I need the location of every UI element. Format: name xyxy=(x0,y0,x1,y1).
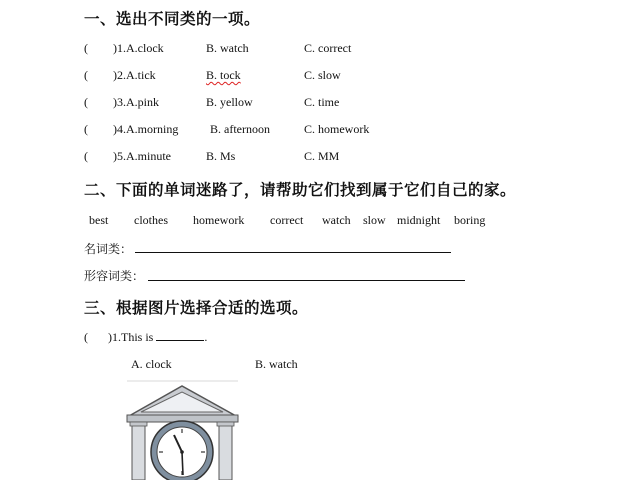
answer-blank[interactable] xyxy=(156,330,204,341)
option-a: )5.A.minute xyxy=(113,149,171,163)
question-end: . xyxy=(204,330,208,344)
option-c: C. MM xyxy=(304,149,340,163)
clock-tower-picture xyxy=(125,380,240,480)
picture-option-a: A. clock xyxy=(131,357,172,371)
question-row-5 xyxy=(84,149,624,165)
answer-paren[interactable]: ( xyxy=(84,41,88,55)
question-text: )1.This is xyxy=(108,330,154,344)
adjective-label: 形容词类： xyxy=(84,269,145,283)
option-a: )4.A.morning xyxy=(113,122,179,136)
word-item: homework xyxy=(193,213,245,227)
answer-paren[interactable]: ( xyxy=(84,149,88,163)
option-c: C. time xyxy=(304,95,340,109)
option-a: )3.A.pink xyxy=(113,95,159,109)
option-c: C. correct xyxy=(304,41,352,55)
noun-answer-line[interactable] xyxy=(135,252,451,253)
section3-heading: 三、根据图片选择合适的选项。 xyxy=(84,299,309,317)
option-c: C. slow xyxy=(304,68,341,82)
section2-heading: 二、下面的单词迷路了，请帮助它们找到属于它们自己的家。 xyxy=(84,181,517,199)
answer-paren[interactable]: ( xyxy=(84,95,88,109)
word-item: slow xyxy=(363,213,386,227)
option-b: B. tock xyxy=(206,68,241,82)
option-c: C. homework xyxy=(304,122,370,136)
question-row-2 xyxy=(84,68,624,84)
answer-paren[interactable]: ( xyxy=(84,122,88,136)
answer-paren[interactable]: ( xyxy=(84,330,88,344)
option-b: B. afternoon xyxy=(210,122,270,136)
word-item: correct xyxy=(270,213,304,227)
word-item: best xyxy=(89,213,109,227)
question-row-1 xyxy=(84,41,624,57)
picture-question-1 xyxy=(84,330,207,345)
word-item: watch xyxy=(322,213,351,227)
noun-label: 名词类： xyxy=(84,242,133,256)
option-b: B. watch xyxy=(206,41,249,55)
word-item: boring xyxy=(454,213,486,227)
question-row-4 xyxy=(84,122,624,138)
word-item: midnight xyxy=(397,213,441,227)
answer-paren[interactable]: ( xyxy=(84,68,88,82)
option-a: )1.A.clock xyxy=(113,41,164,55)
section1-heading: 一、选出不同类的一项。 xyxy=(84,10,261,28)
adjective-answer-line[interactable] xyxy=(148,280,465,281)
option-b: B. yellow xyxy=(206,95,253,109)
picture-option-b: B. watch xyxy=(255,357,298,371)
option-b: B. Ms xyxy=(206,149,236,163)
question-row-3 xyxy=(84,95,624,111)
word-item: clothes xyxy=(134,213,168,227)
option-a: )2.A.tick xyxy=(113,68,156,82)
